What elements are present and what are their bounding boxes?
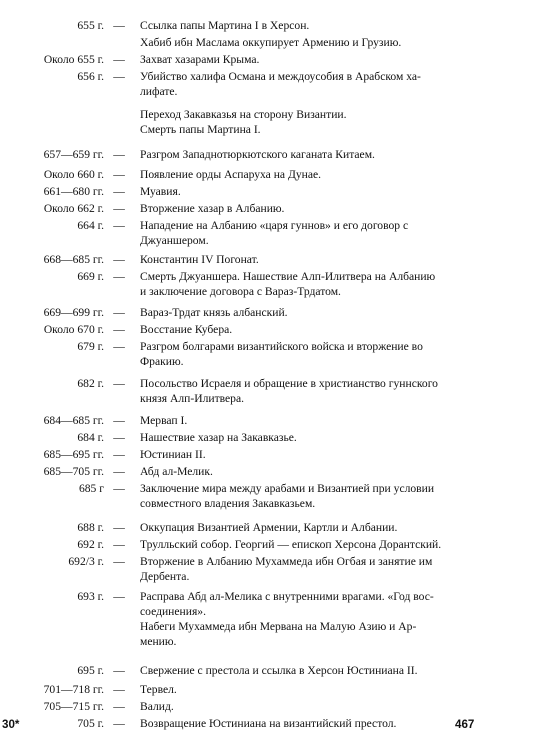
entry-text [130, 339, 502, 369]
entry-line: мению. [140, 635, 177, 648]
page-footer [0, 718, 549, 736]
chronology-entry [0, 201, 549, 216]
entry-date: 688 г. [77, 521, 104, 534]
chronology-entry [0, 147, 549, 162]
entry-line: Вторжение в Албанию Мухаммеда ибн Огбая и занятие им [140, 555, 433, 568]
chronology-entry [0, 537, 549, 552]
chronology-entry [0, 69, 549, 99]
chronology-list [0, 18, 549, 731]
entry-text [130, 376, 502, 406]
chronology-entry [0, 413, 549, 428]
entry-dash: — [113, 431, 125, 444]
chronology-entry [0, 269, 549, 299]
page-number: 467 [455, 718, 475, 731]
entry-line: Убийство халифа Османа и междоусобия в Арабском ха- [140, 70, 421, 83]
entry-date: 679 г. [77, 340, 104, 353]
chronology-entry [0, 339, 549, 369]
chronology-entry [0, 430, 549, 445]
entry-date: 705—715 гг. [43, 700, 104, 713]
entry-line: Юстиниан II. [140, 448, 206, 461]
entry-date: 685 г [78, 482, 104, 495]
entry-text [130, 69, 502, 99]
entry-date: 695 г. [77, 664, 104, 677]
entry-line: Восстание Кубера. [140, 323, 233, 336]
entry-line: Нашествие хазар на Закавказье. [140, 431, 297, 444]
entry-dash: — [113, 270, 125, 283]
entry-date: 705 г. [77, 717, 104, 730]
entry-date: 685—695 гг. [43, 448, 104, 461]
entry-line: Разгром болгарами византийского войска и вторжение во [140, 340, 423, 353]
chronology-entry [0, 376, 549, 406]
entry-dash: — [113, 53, 125, 66]
chronology-entry [0, 464, 549, 479]
entry-text [130, 699, 502, 714]
entry-line: Расправа Абд ал-Мелика с внутренними врагами. «Год вос- [140, 590, 434, 603]
entry-dash: — [113, 306, 125, 319]
entry-line: Переход Закавказья на сторону Византии. [140, 108, 347, 121]
chronology-entry [0, 18, 549, 33]
entry-date: Около 670 г. [43, 323, 104, 336]
entry-line: лифате. [140, 85, 178, 98]
entry-line: Свержение с престола и ссылка в Херсон Юстиниана II. [140, 664, 418, 677]
entry-text [130, 447, 502, 462]
chronology-entry [0, 322, 549, 337]
entry-date: 657—659 гг. [43, 148, 104, 161]
entry-dash: — [113, 19, 125, 32]
entry-text [130, 35, 502, 50]
entry-text [130, 201, 502, 216]
entry-dash: — [113, 683, 125, 696]
chronology-entry [0, 305, 549, 320]
entry-date: 669—699 гг. [43, 306, 104, 319]
entry-dash: — [113, 717, 125, 730]
entry-line: Посольство Исраеля и обращение в христианство гуннского [140, 377, 438, 390]
entry-text [130, 554, 502, 584]
chronology-entry [0, 554, 549, 584]
entry-line: Хабиб ибн Маслама оккупирует Армению и Грузию. [140, 36, 402, 49]
chronology-entry [0, 35, 549, 50]
entry-line: Ссылка папы Мартина I в Херсон. [140, 19, 310, 32]
entry-line: Заключение мира между арабами и Византией при условии [140, 482, 435, 495]
entry-text [130, 269, 502, 299]
entry-dash: — [113, 253, 125, 266]
entry-line: совместного владения Закавказьем. [140, 497, 316, 510]
entry-date: 661—680 гг. [43, 185, 104, 198]
entry-text [130, 147, 502, 162]
entry-date: 693 г. [77, 590, 104, 603]
chronology-entry [0, 589, 549, 649]
entry-text [130, 322, 502, 337]
entry-date: 656 г. [77, 70, 104, 83]
entry-date: 682 г. [77, 377, 104, 390]
entry-dash: — [113, 168, 125, 181]
entry-dash: — [113, 664, 125, 677]
entry-line: Смерть Джуаншера. Нашествие Алп-Илитвера на Албанию [140, 270, 436, 283]
entry-line: соединения». [140, 605, 206, 618]
entry-date: 685—705 гг. [43, 465, 104, 478]
entry-dash: — [113, 521, 125, 534]
entry-text [130, 184, 502, 199]
chronology-entry [0, 167, 549, 182]
entry-dash: — [113, 590, 125, 603]
entry-date: 684 г. [77, 431, 104, 444]
entry-date: Около 655 г. [43, 53, 104, 66]
entry-dash: — [113, 340, 125, 353]
entry-dash: — [113, 323, 125, 336]
entry-line: и заключение договора с Вараз-Трдатом. [140, 285, 341, 298]
entry-line: Захват хазарами Крыма. [140, 53, 260, 66]
entry-dash: — [113, 465, 125, 478]
entry-dash: — [113, 555, 125, 568]
entry-date: 684—685 гг. [43, 414, 104, 427]
entry-dash: — [113, 202, 125, 215]
entry-text [130, 167, 502, 182]
chronology-entry [0, 682, 549, 697]
entry-line: Фракию. [140, 355, 184, 368]
entry-date: 692 г. [77, 538, 104, 551]
entry-line: Появление орды Аспаруха на Дунае. [140, 168, 322, 181]
entry-line: Разгром Западнотюркютского каганата Китаем. [140, 148, 375, 161]
entry-date: Около 662 г. [43, 202, 104, 215]
chronology-entry [0, 218, 549, 248]
chronology-entry [0, 184, 549, 199]
entry-dash: — [113, 219, 125, 232]
entry-line: Оккупация Византией Армении, Картли и Албании. [140, 521, 398, 534]
entry-text [130, 18, 502, 33]
entry-line: Муавия. [140, 185, 181, 198]
chronology-entry [0, 107, 549, 137]
entry-date: 668—685 гг. [43, 253, 104, 266]
entry-line: Валид. [140, 700, 174, 713]
entry-text [130, 305, 502, 320]
entry-text [130, 430, 502, 445]
entry-line: Константин IV Погонат. [140, 253, 259, 266]
entry-line: Трулльский собор. Георгий — епископ Херсона Дорантский. [140, 538, 442, 551]
chronology-entry [0, 520, 549, 535]
entry-line: Джуаншером. [140, 234, 209, 247]
entry-date: 692/3 г. [68, 555, 104, 568]
entry-text [130, 481, 502, 511]
chronology-entry [0, 252, 549, 267]
entry-line: Возвращение Юстиниана на византийский престол. [140, 717, 397, 730]
entry-dash: — [113, 148, 125, 161]
chronology-entry [0, 52, 549, 67]
chronology-entry [0, 663, 549, 678]
entry-text [130, 537, 502, 552]
entry-text [130, 107, 502, 137]
chronology-entry [0, 699, 549, 714]
entry-line: Вараз-Трдат князь албанский. [140, 306, 288, 319]
entry-dash: — [113, 185, 125, 198]
entry-dash: — [113, 414, 125, 427]
chronology-entry [0, 447, 549, 462]
entry-text [130, 520, 502, 535]
entry-text [130, 663, 502, 678]
entry-text [130, 218, 502, 248]
entry-line: Вторжение хазар в Албанию. [140, 202, 285, 215]
entry-text [130, 413, 502, 428]
printer-signature: 30* [2, 718, 20, 731]
entry-text [130, 464, 502, 479]
entry-line: Дербента. [140, 570, 190, 583]
entry-dash: — [113, 482, 125, 495]
entry-line: Тервел. [140, 683, 177, 696]
entry-date: 669 г. [77, 270, 104, 283]
entry-line: Мервап I. [140, 414, 188, 427]
entry-text [130, 589, 502, 649]
entry-text [130, 682, 502, 697]
entry-date: 701—718 гг. [43, 683, 104, 696]
entry-line: Абд ал-Мелик. [140, 465, 213, 478]
entry-dash: — [113, 70, 125, 83]
entry-line: Набеги Мухаммеда ибн Мервана на Малую Азию и Ар- [140, 620, 417, 633]
entry-line: Нападение на Албанию «царя гуннов» и его договор с [140, 219, 409, 232]
entry-line: князя Алп-Илитвера. [140, 392, 245, 405]
entry-dash: — [113, 377, 125, 390]
entry-text [130, 252, 502, 267]
entry-dash: — [113, 448, 125, 461]
chronology-entry [0, 481, 549, 511]
entry-line: Смерть папы Мартина I. [140, 123, 261, 136]
entry-dash: — [113, 538, 125, 551]
entry-date: 664 г. [77, 219, 104, 232]
entry-dash: — [113, 700, 125, 713]
entry-text [130, 52, 502, 67]
entry-date: Около 660 г. [43, 168, 104, 181]
entry-date: 655 г. [77, 19, 104, 32]
